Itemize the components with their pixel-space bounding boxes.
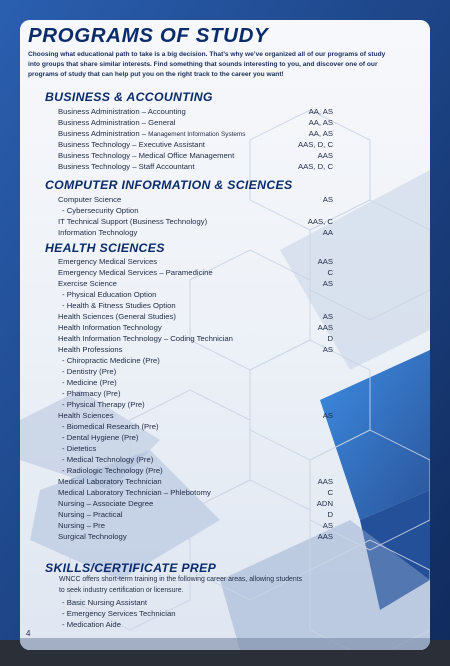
program-option-name: - Radiologic Technology (Pre)	[62, 466, 163, 475]
program-name: Business Administration – General	[58, 118, 176, 127]
intro-line: Choosing what educational path to take is a big decision. That’s why we’ve organized all of our programs of study	[28, 51, 386, 58]
skills-description-line: WNCC offers short-term training in the following career areas, allowing students	[59, 576, 303, 583]
program-name: Health Information Technology	[58, 323, 162, 332]
program-row	[58, 344, 333, 355]
program-name: Business Technology – Medical Office Management	[58, 151, 235, 160]
program-name: Emergency Medical Services	[58, 257, 158, 266]
program-option-row	[58, 454, 333, 465]
program-row	[58, 498, 333, 509]
program-row	[58, 278, 333, 289]
program-degree: AAS	[317, 532, 333, 541]
program-row	[58, 106, 333, 117]
program-degree: AA, AS	[308, 107, 333, 116]
program-option-row	[58, 597, 333, 608]
program-degree: AA	[322, 228, 333, 237]
program-name: Medical Laboratory Technician	[58, 477, 162, 486]
program-name: Nursing – Pre	[58, 521, 105, 530]
program-option-name: - Medical Technology (Pre)	[62, 455, 154, 464]
program-row	[58, 117, 333, 128]
program-option-row	[58, 355, 333, 366]
program-degree: AAS	[317, 323, 333, 332]
program-row	[58, 161, 333, 172]
program-name: Business Technology – Staff Accountant	[58, 162, 195, 171]
program-degree: AAS	[317, 477, 333, 486]
program-option-row	[58, 443, 333, 454]
program-row	[58, 531, 333, 542]
section-heading-health-sciences: HEALTH SCIENCES	[45, 241, 165, 255]
intro-line: programs of study that can help put you on the right track to the career you want!	[28, 71, 284, 79]
program-degree: AAS, D, C	[297, 162, 333, 171]
program-name: Health Sciences (General Studies)	[58, 312, 176, 321]
program-option-row	[58, 377, 333, 388]
program-row	[58, 227, 333, 238]
program-row	[58, 333, 333, 344]
program-option-name: - Medication Aide	[62, 620, 121, 629]
skills-description	[59, 575, 302, 596]
intro-paragraph	[28, 50, 426, 81]
program-option-name: - Health & Fitness Studies Option	[62, 301, 176, 310]
program-degree: AS	[322, 279, 333, 288]
program-row	[58, 150, 333, 161]
program-degree: AS	[322, 312, 333, 321]
program-option-row	[58, 205, 333, 216]
program-name: Health Sciences	[58, 411, 114, 420]
program-name: IT Technical Support (Business Technology)	[58, 217, 208, 226]
program-row	[58, 128, 333, 139]
program-degree: AS	[322, 411, 333, 420]
program-option-name: - Basic Nursing Assistant	[62, 598, 148, 607]
program-degree: D	[327, 510, 333, 519]
program-row	[58, 267, 333, 278]
program-name: Exercise Science	[58, 279, 117, 288]
section-list-computer-information	[58, 194, 333, 238]
program-degree: AAS	[317, 257, 333, 266]
program-degree: AAS, C	[307, 217, 333, 226]
program-option-name: - Physical Therapy (Pre)	[62, 400, 145, 409]
program-name-main: Business Administration –	[58, 129, 149, 138]
program-degree: AS	[322, 345, 333, 354]
program-option-name: - Dentistry (Pre)	[62, 367, 117, 376]
program-degree: ADN	[316, 499, 333, 508]
program-option-row	[58, 619, 333, 630]
content-card	[20, 20, 430, 650]
program-degree: AAS	[317, 151, 333, 160]
page-title: PROGRAMS OF STUDY	[28, 24, 269, 47]
program-option-row	[58, 366, 333, 377]
program-row	[58, 520, 333, 531]
program-name: Nursing – Practical	[58, 510, 123, 519]
program-name: Nursing – Associate Degree	[58, 499, 154, 508]
program-option-row	[58, 432, 333, 443]
program-option-row	[58, 465, 333, 476]
program-option-row	[58, 608, 333, 619]
program-row	[58, 410, 333, 421]
program-name-detail: Management Information Systems	[148, 131, 246, 138]
program-degree: AA, AS	[308, 118, 333, 127]
program-name: Health Professions	[58, 345, 123, 354]
program-option-row	[58, 388, 333, 399]
program-name: Information Technology	[58, 228, 138, 237]
program-option-row	[58, 399, 333, 410]
program-degree: AS	[322, 521, 333, 530]
program-row	[58, 311, 333, 322]
program-name: Business Administration – Accounting	[58, 107, 186, 116]
program-option-name: - Emergency Services Technician	[62, 609, 176, 618]
program-name: Health Information Technology – Coding Technician	[58, 334, 233, 343]
program-option-name: - Physical Education Option	[62, 290, 157, 299]
program-row	[58, 476, 333, 487]
program-option-name: - Chiropractic Medicine (Pre)	[62, 356, 160, 365]
skills-description-line: to seek industry certification or licensure.	[59, 586, 184, 594]
program-degree: C	[327, 268, 333, 277]
program-option-name: - Pharmacy (Pre)	[62, 389, 121, 398]
program-row	[58, 509, 333, 520]
program-degree: C	[327, 488, 333, 497]
program-row	[58, 216, 333, 227]
section-heading-business-accounting: BUSINESS & ACCOUNTING	[45, 90, 213, 104]
program-degree: AS	[322, 195, 333, 204]
program-name: Business Technology – Executive Assistant	[58, 140, 205, 149]
program-option-name: - Dental Hygiene (Pre)	[62, 433, 139, 442]
page-number: 4	[26, 629, 31, 638]
program-degree: D	[327, 334, 333, 343]
program-option-row	[58, 421, 333, 432]
program-option-name: - Dietetics	[62, 444, 97, 453]
program-name: Surgical Technology	[58, 532, 127, 541]
program-name: Computer Science	[58, 195, 122, 204]
program-row	[58, 139, 333, 150]
program-row	[58, 194, 333, 205]
section-heading-computer-information: COMPUTER INFORMATION & SCIENCES	[45, 178, 293, 192]
program-option-name: - Cybersecurity Option	[62, 206, 139, 215]
program-row	[58, 487, 333, 498]
program-name: Emergency Medical Services – Paramedicine	[58, 268, 213, 277]
section-heading-skills-certificate: SKILLS/CERTIFICATE PREP	[45, 561, 217, 575]
program-degree: AAS, D, C	[297, 140, 333, 149]
program-row	[58, 322, 333, 333]
section-list-health-sciences	[58, 256, 333, 542]
program-option-name: - Medicine (Pre)	[62, 378, 117, 387]
program-option-row	[58, 300, 333, 311]
section-list-skills-certificate	[58, 597, 333, 630]
program-option-row	[58, 289, 333, 300]
program-name: Medical Laboratory Technician – Phlebotomy	[58, 488, 211, 497]
program-degree: AA, AS	[308, 129, 333, 138]
intro-line: into groups that share similar interests. Find something that sounds interesting to you, and discover one of our	[28, 61, 378, 69]
program-option-name: - Biomedical Research (Pre)	[62, 422, 159, 431]
program-row	[58, 256, 333, 267]
section-list-business-accounting	[58, 106, 333, 172]
